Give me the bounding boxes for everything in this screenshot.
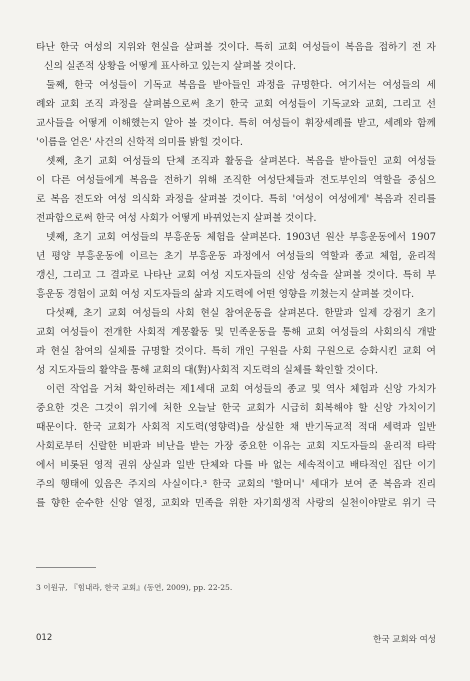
text-line: 이 다른 여성들에게 복음을 전하기 위해 조직한 여성단체들과 전도부인의 역할을 중심으 — [36, 175, 436, 186]
text-line: 다섯째, 초기 교회 여성들의 사회 현실 참여운동을 살펴본다. 한말과 일제 강점기 초기 — [46, 308, 436, 319]
body-text — [36, 38, 436, 513]
paragraph-3 — [36, 152, 436, 228]
text-line: '이름을 얻은' 사건의 신학적 의미를 밝힐 것이다. — [36, 137, 243, 148]
text-line: 셋째, 초기 교회 여성들의 단체 조직과 활동을 살펴본다. 복음을 받아들인 교회 여성들 — [46, 156, 436, 167]
running-title: 한국 교회와 여성 — [373, 635, 436, 645]
text-line: 둘째, 한국 여성들이 기독교 복음을 받아들인 과정을 규명한다. 여기서는 여성들의 세 — [46, 80, 436, 91]
text-line: 때문이다. 한국 교회가 사회적 지도력(영향력)을 상실한 채 반기독교적 적대 세력과 일반 — [36, 422, 436, 433]
text-line: 타난 한국 여성의 지위와 현실을 살펴볼 것이다. 특히 교회 여성들이 복음을 접하기 전 자 — [36, 42, 436, 53]
paragraph-2 — [36, 76, 436, 152]
text-line: 에서 비롯된 영적 권위 상실과 일반 단체와 다를 바 없는 세속적이고 배타적인 집단 이기 — [36, 460, 436, 471]
text-line: 년 평양 부흥운동에 이르는 초기 부흥운동 과정에서 여성들의 역할과 종교 체험, 윤리적 — [36, 251, 436, 262]
paragraph-6 — [36, 380, 436, 513]
text-line: 로 복음 전도와 여성 의식화 과정을 살펴볼 것이다. 특히 '여성이 여성에게' 복음과 진리를 — [36, 194, 436, 205]
text-line: 교회 여성들이 전개한 사회적 계몽활동 및 민족운동을 통해 교회 여성들의 사회의식 개발 — [36, 327, 436, 338]
text-line: 이런 작업을 거쳐 확인하려는 제1세대 교회 여성들의 종교 및 역사 체험과 신앙 가치가 — [46, 384, 436, 395]
text-line: 례와 교회 조직 과정을 살펴봄으로써 초기 한국 교회 여성들이 기독교와 교회, 그리고 선 — [36, 99, 436, 110]
text-line: 를 향한 순수한 신앙 열정, 교회와 민족을 위한 자기희생적 사랑의 실천이야말로 위기 극 — [36, 498, 436, 509]
text-line: 흥운동 경험이 교회 여성 지도자들의 삶과 지도력에 어떤 영향을 끼쳤는지 살펴볼 것이다. — [36, 289, 415, 300]
text-line: 과 현실 참여의 실체를 규명할 것이다. 특히 개인 구원을 사회 구원으로 승화시킨 교회 여 — [36, 346, 436, 357]
text-line: 사회로부터 신랄한 비판과 비난을 받는 가장 중요한 이유는 교회 지도자들의 윤리적 타락 — [36, 441, 436, 452]
paragraph-4 — [36, 228, 436, 304]
text-line: 전파함으로써 한국 여성 사회가 어떻게 바뀌었는지 살펴볼 것이다. — [36, 213, 317, 224]
text-line: 중요한 것은 그것이 위기에 처한 오늘날 한국 교회가 시급히 회복해야 할 신앙 가치이기 — [36, 403, 436, 414]
paragraph-5 — [36, 304, 436, 380]
text-line: 주의 행태에 있음은 주지의 사실이다.³ 한국 교회의 '할머니' 세대가 보여 준 복음과 진리 — [36, 479, 436, 490]
text-line: 신의 실존적 상황을 어떻게 표사하고 있는지 살펴볼 것이다. — [44, 61, 297, 72]
text-line: 성 지도자들의 활약을 통해 교회의 대(對)사회적 지도력의 실체를 확인할 것이다. — [36, 365, 378, 376]
footnote-divider — [36, 567, 96, 568]
text-line: 교사들을 어떻게 이해했는지 알아 볼 것이다. 특히 여성들이 휘장세례를 받고, 세례와 함께 — [36, 118, 436, 129]
footnote: 3 이원규, 『힘내라, 한국 교회』(동연, 2009), pp. 22-25. — [36, 583, 233, 592]
text-line: 넷째, 초기 교회 여성들의 부흥운동 체험을 살펴본다. 1903년 원산 부흥운동에서 1907 — [46, 232, 436, 243]
text-line: 갱신, 그리고 그 결과로 나타난 교회 여성 지도자들의 신앙 성숙을 살펴볼 것이다. 특히 부 — [36, 270, 436, 281]
page-number: 012 — [36, 633, 53, 643]
paragraph-1 — [36, 38, 436, 76]
